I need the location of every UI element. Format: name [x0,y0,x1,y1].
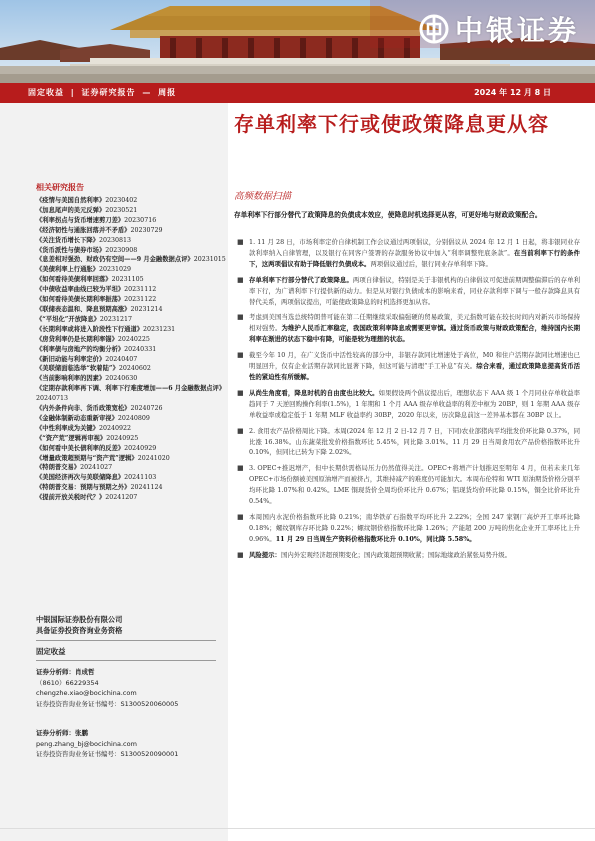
report-date: 2024 年 12 月 8 日 [474,88,551,97]
related-report-title: 《关注货币增长下降》 [36,236,99,244]
related-report-item[interactable] [36,255,226,265]
tag-fixed-income: 固定收益 [28,88,64,97]
related-report-title: 《特朗普交易：预期与预期之外》 [36,484,131,492]
related-report-item[interactable] [36,483,226,493]
related-report-date: 20240407 [105,355,138,363]
body-paragraph [234,237,580,270]
analyst-cert: 证券投资咨询业务证书编号：S1300520060005 [36,699,179,708]
related-report-item[interactable] [36,216,226,226]
related-report-date: 20231231 [143,325,176,333]
related-report-date: 20240925 [106,434,139,442]
related-report-item[interactable] [36,275,226,285]
related-report-date: 20241124 [130,484,163,492]
related-report-item[interactable] [36,295,226,305]
related-report-title: 《如何看待美债利率回落》 [36,276,112,284]
square-bullet-icon: ■ [237,275,244,284]
square-bullet-icon: ■ [237,464,244,473]
related-report-item[interactable] [36,434,226,444]
related-report-item[interactable] [36,414,226,424]
divider [36,640,216,641]
related-report-item[interactable] [36,236,226,246]
page-subtitle: 高频数据扫描 [234,191,292,202]
paragraph-tail: 两项倡议通过后，银行同业存单利率下降。 [370,259,492,268]
body-paragraph [234,388,580,421]
related-report-date: 20240602 [118,365,151,373]
related-report-item[interactable] [36,196,226,206]
related-report-date: 20231112 [124,286,157,294]
related-report-date: 20230908 [105,246,138,254]
paragraph-tail: 本周(2024 年 12 月 2 日-12 月 7 日，下同)农业部猪肉平均批发价环比降 0.37%，同比涨 16.38%。山东蔬菜批发价格指数环比 5.45%，同比降 3.01%。11 月 29 日当周食用农产品价格指数环比升 0.10%，但同比已转为下降 2.02%。 [249,426,580,457]
related-report-title: 《内外条件向非、货币政策宽松》 [36,405,131,413]
related-report-item[interactable] [36,285,226,295]
related-report-date: 20240331 [124,345,157,353]
related-report-title: 《疫情与美国自然利率》 [36,197,106,204]
report-category [28,87,179,98]
paragraph-bold: 在当前利率下行的条件下，这两项倡议有助于降低银行负债成本。 [249,248,580,268]
tag-weekly: 周报 [158,88,177,97]
analyst-email[interactable]: peng.zhang_bj@bocichina.com [36,739,137,748]
related-report-date: 20230716 [124,216,157,224]
paragraph-lead: 考虑到美国当选总统特朗普可能在第二任期继续采取偏强硬的贸易政策，美元指数可能在较长时间内对新兴市场保持相对强势。 [249,313,580,333]
paragraph-lead: 1. 11 月 28 日，市场利率定价自律机制工作会议通过两项倡议，分别倡议从 2024 年 12 月 1 日起，将非银同业存款利率纳入自律管理，以及银行在同客户签署的存款服务协议中加入“利率调整兜底条款”。 [249,238,580,257]
related-report-date: 20240225 [117,335,150,343]
related-report-date: 20230402 [105,197,138,204]
body-paragraph [234,550,580,561]
related-report-item[interactable] [36,463,226,473]
related-report-title: 《金融体制新动态重新审视》 [36,414,118,422]
related-report-title: 《中债收益率曲线已较为平坦》 [36,286,125,294]
related-report-date: 20240630 [105,375,138,383]
related-report-date: 20230521 [105,206,138,214]
related-report-title: 《如何看中美长债利率的反差》 [36,444,125,452]
paragraph-tail: OPEC+将增产计划推迟至明年 4 月，但若未来几年 OPEC+市场份额被美国原油增产而被挤占，其维持减产的难度仍可能加大。本周布伦特和 WTI 原油期货价格分别平均环比降 1.07%和 0.42%。LME 铜现货价全周均价环比升 0.67%；铝现货均价环比降 0.15%，铜全比价环比升 0.54%。 [249,464,581,506]
tag-dash: — [142,88,152,97]
related-reports-heading: 相关研究报告 [36,183,84,192]
related-report-date: 20230729 [130,226,163,234]
related-report-item[interactable] [36,404,226,414]
paragraph-bold: 综合来看，通过政策降息提高货币活性的紧迫性有所缓解。 [249,362,580,381]
page-title: 存单利率下行或使政策降息更从容 [234,112,549,136]
paragraph-bold: 为维护人民币汇率稳定，我国政策利率降息或需要更审慎。通过货币政策与财政政策配合，维持国内长期利率在渐进的状态下稳中有降，可能是较为理想的状态。 [249,324,581,344]
related-report-title: 《美国经济再次与美联储降息》 [36,474,125,482]
related-report-item[interactable] [36,246,226,256]
square-bullet-icon: ■ [237,550,244,559]
related-report-item[interactable] [36,265,226,275]
related-report-item[interactable] [36,335,226,345]
body-paragraph [234,312,580,345]
related-report-date: 20231217 [99,315,132,323]
paragraph-lead: 本周国内水泥价格指数环比降 0.21%；南华铁矿石指数平均环比升 2.22%；全国 247 家钢厂高炉开工率环比降 0.18%；螺纹钢库存环比降 0.22%；螺纹钢价格指数环比降 1.26%；产能超 200 万吨的焦化企业开工率环比上升 0.96%。 [249,512,580,543]
related-report-title: 《美债利率上行通胀》 [36,266,99,274]
analyst-card [36,728,178,760]
paragraph-tail: 国内外宏观经济超预期变化；国内政策超预期收紧；国际地缘政治紧张局势升级。 [280,550,512,559]
related-report-item[interactable] [36,206,226,216]
paragraph-bold: 风险提示： [249,550,281,559]
related-report-date: 20231105 [111,276,144,284]
related-report-item[interactable] [36,226,226,236]
related-report-title: 《利率拐点与货币增速剪刀差》 [36,216,125,224]
related-report-title: 《中性利率成为关键》 [36,424,99,432]
footer-rule [0,828,595,829]
square-bullet-icon: ■ [237,426,244,435]
divider [36,660,216,661]
paragraph-tail: 两项自律倡议，特别是关于非银机构的自律倡议可促进前期调整偏滞后的存单利率下行，为广谱利率下行提供新的动力。但是从对银行负债成本的影响来看，同业存款利率下调与一般存款降息具有替代关系，两项倡议提出，可能使政策降息的时机选择更加从容。 [249,275,580,306]
company-logo [419,9,579,49]
related-report-date: 20231029 [98,266,132,274]
related-report-date: 20231214 [130,305,163,313]
paragraph-bold: 存单利率下行部分替代了政策降息。 [249,275,353,284]
related-report-item[interactable] [36,345,226,355]
body-bullets [234,237,580,566]
paragraph-lead: 2. 食用农产品价格周比下降。 [249,426,334,435]
related-report-item[interactable] [36,424,226,434]
analyst-name: 证券分析师：张鹏 [36,729,88,737]
related-report-item[interactable] [36,444,226,454]
related-report-item[interactable] [36,374,226,384]
related-report-date: 20240726 [130,405,163,413]
related-report-date: 20240713 [36,395,69,403]
related-report-date: 20231015 [193,256,226,264]
section-label: 固定收益 [36,647,66,656]
related-report-item[interactable] [36,305,226,315]
related-report-title: 《当前影响利率的因素》 [36,375,106,383]
body-paragraph [234,426,580,459]
related-report-title: 《美联储面临选举“软着陆”》 [36,365,119,373]
related-report-item[interactable] [36,384,226,404]
summary-paragraph: 存单利率下行部分替代了政策降息的负债成本效应，使降息时机选择更从容，可更好地与财政政策配合。 [234,211,542,219]
square-bullet-icon: ■ [237,512,244,521]
related-report-date: 20231122 [124,296,157,304]
related-report-title: 《息差相对强劲、财政仍有空间——9 月金融数据点评》 [36,256,194,264]
bank-of-china-emblem-icon [419,14,449,44]
related-report-title: 《联储表态温和、降息预期高涨》 [36,305,131,313]
paragraph-bold: 从尚生角度看，降息时机的自由度也比较大。 [249,388,379,397]
related-report-item[interactable] [36,493,226,503]
analyst-card [36,667,178,709]
body-paragraph [234,275,580,308]
related-report-title: 《加息尾声的美元反弹》 [36,206,106,214]
related-report-title: 《定期存款利率再下调、利率下行难度增加——6 月金融数据点评》 [36,385,226,393]
analyst-cert: 证券投资咨询业务证书编号：S1300520090001 [36,750,179,758]
square-bullet-icon: ■ [237,351,244,360]
related-report-title: 《提前开放关税时代？》 [36,494,106,502]
body-paragraph [234,463,580,507]
tag-divider: | [70,88,75,97]
related-report-title: 《“资产荒”逻辑再审视》 [36,434,107,442]
related-report-title: 《利率债与房地产的均衡分析》 [36,345,125,353]
related-report-title: 《新旧动能与利率定价》 [36,355,106,363]
related-report-date: 20240922 [98,424,132,432]
related-reports-list [36,196,226,503]
related-report-item[interactable] [36,355,226,365]
logo-text: 中银证券 [454,14,579,47]
square-bullet-icon: ■ [237,388,244,397]
related-report-title: 《特朗普交易》 [36,464,81,472]
related-report-item[interactable] [36,315,226,325]
square-bullet-icon: ■ [237,238,244,246]
analyst-phone: （8610）66229354 [36,678,99,687]
analyst-email[interactable]: chengzhe.xiao@bocichina.com [36,689,137,697]
related-report-title: 《经济韧性与通胀回落并不矛盾》 [36,226,131,234]
related-report-item[interactable] [36,454,226,464]
analyst-name: 证券分析师：肖成哲 [36,668,95,676]
related-report-title: 《“平坦化”开放降息》 [36,315,100,323]
tag-research-report: 证券研究报告 [81,88,136,97]
org-name: 中银国际证券股份有限公司 [36,615,123,624]
org-qualification: 具备证券投资咨询业务资格 [36,626,123,635]
paragraph-lead: 截至今年 10 月，在广义货币中活性较高的部分中，非银存款同比增速处于高位，M0 和住户活期存款同比增速也已明显回升，仅有企业活期存款同比显著下降，但这可能与清理“手工补息”有关。 [249,351,580,371]
related-report-title: 《增量政策超预期与“资产荒”逻辑》 [36,454,138,462]
related-report-date: 20240809 [117,414,150,422]
related-report-date: 20241020 [137,454,170,462]
related-report-title: 《货币派性与债券市场》 [36,246,106,254]
paragraph-tail: 如果假设两个倡议提出后，理想状态下 AAA 级 1 个月同业存单收益率趋同于 7 天逆回购操作利率(1.5%)，1 年期和 1 个月 AAA 级存单收益率的利差中枢为 20BP，则 1 年期 AAA 级存单收益率或稳定低于 1 年期 MLF 收益率约 30BP，2020 年以来，历次降息前这一差异基本都在 30BP 以上。 [249,388,580,419]
related-report-item[interactable] [36,473,226,483]
related-report-item[interactable] [36,364,226,374]
related-report-date: 20240929 [124,444,157,452]
header-banner [0,0,595,83]
paragraph-bold: 11 月 29 日当周生产资料价格指数环比升 0.10%，同比降 5.58%。 [275,534,476,543]
related-report-title: 《如何看待美债长期利率振荡》 [36,296,125,304]
related-report-date: 20230813 [98,236,132,244]
related-report-title: 《长期利率或将进入阶段性下行通道》 [36,325,144,333]
related-report-date: 20241027 [80,464,113,472]
related-report-item[interactable] [36,325,226,335]
related-report-date: 20241103 [124,474,157,482]
body-paragraph [234,512,580,545]
related-report-title: 《房贷利率仍是长期利率锚》 [36,335,118,343]
body-paragraph [234,350,580,383]
related-report-date: 20241207 [105,494,138,502]
paragraph-lead: 3. OPEC+推迟增产，但中长期供需格局压力仍然值得关注。 [249,464,428,473]
org-block [36,614,122,636]
square-bullet-icon: ■ [237,313,244,322]
